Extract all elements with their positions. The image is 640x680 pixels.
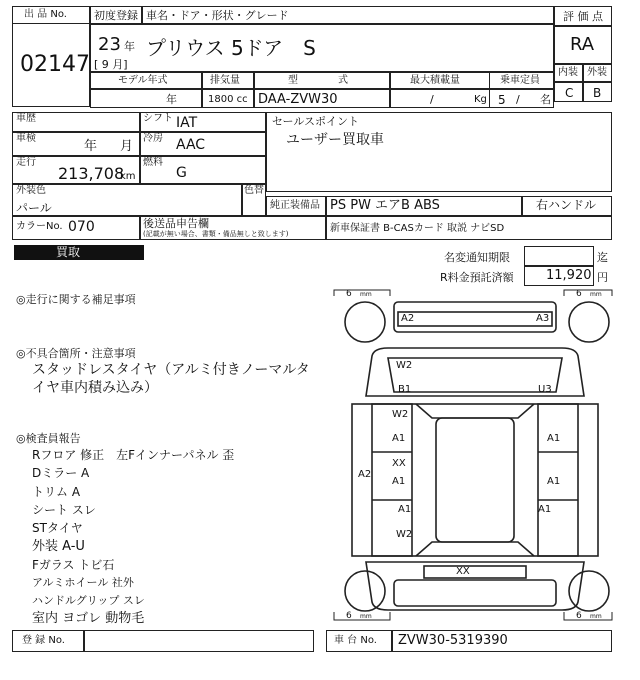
name-change-label: 名変通知期限 bbox=[444, 251, 510, 264]
damage-mark: A3 bbox=[536, 313, 550, 324]
max-load-value: / bbox=[430, 93, 434, 106]
tire-wear-unit: mm bbox=[360, 291, 372, 298]
car-damage-diagram bbox=[330, 286, 614, 626]
recycle-fee-unit: 円 bbox=[597, 271, 608, 284]
damage-mark: A1 bbox=[398, 504, 412, 515]
purchase-status-label: 買取 bbox=[56, 245, 81, 259]
color-label: 外装色 bbox=[16, 185, 46, 196]
interior-label: 内装 bbox=[558, 67, 578, 78]
damage-mark: A1 bbox=[392, 476, 406, 487]
first-reg-year-unit: 年 bbox=[124, 40, 135, 53]
sales-point-value: ユーザー買取車 bbox=[286, 132, 384, 148]
damage-mark: W2 bbox=[392, 409, 409, 420]
displacement-label: 排気量 bbox=[210, 75, 240, 86]
recycle-fee-label: R料金預託済額 bbox=[440, 271, 514, 284]
tire-bracket-rear-right bbox=[564, 612, 612, 620]
damage-mark: XX bbox=[456, 566, 470, 577]
recycle-fee-amount: 11,920 bbox=[546, 268, 592, 283]
mileage-value: 213,708 bbox=[58, 164, 125, 183]
capacity-separator: / bbox=[516, 93, 520, 106]
tire-front-left bbox=[345, 302, 385, 342]
inspector-line: 室内 ヨゴレ 動物毛 bbox=[32, 611, 145, 626]
trunk-outline bbox=[366, 562, 584, 610]
ac-label: 冷房 bbox=[143, 133, 163, 144]
model-type-label: 型 式 bbox=[288, 75, 348, 86]
tire-wear-rear-left: 6 bbox=[346, 611, 352, 621]
model-year-label: モデル年式 bbox=[118, 75, 168, 86]
model-year-unit: 年 bbox=[166, 93, 177, 106]
car-name: プリウス 5ドア S bbox=[146, 36, 316, 60]
inspector-line: ハンドルグリップ スレ bbox=[32, 594, 145, 607]
tire-wear-unit: mm bbox=[360, 613, 372, 620]
inspector-line: Rフロア 修正 左Fインナーパネル 歪 bbox=[32, 448, 235, 462]
capacity-value: 5 bbox=[498, 93, 506, 107]
registration-value-cell bbox=[84, 630, 314, 652]
damage-mark: W2 bbox=[396, 360, 413, 371]
tire-wear-unit: mm bbox=[590, 613, 602, 620]
first-reg-year: 23 bbox=[98, 34, 121, 55]
inspector-line: トリム A bbox=[32, 485, 81, 499]
fuel-label: 燃料 bbox=[143, 157, 163, 168]
inspector-line: Fガラス トビ石 bbox=[32, 558, 115, 572]
tire-rear-left bbox=[345, 571, 385, 611]
model-code: DAA-ZVW30 bbox=[258, 92, 338, 107]
shift-label: シフト bbox=[143, 113, 173, 124]
displacement-value: 1800 cc bbox=[208, 94, 248, 105]
recolor-label: 色替 bbox=[244, 185, 264, 196]
tire-wear-front-right: 6 bbox=[576, 289, 582, 299]
damage-mark: A1 bbox=[547, 433, 561, 444]
steering-value: 右ハンドル bbox=[536, 198, 597, 212]
first-reg-month: [ 9 月] bbox=[94, 58, 128, 71]
damage-mark: A1 bbox=[538, 504, 552, 515]
overall-grade: RA bbox=[570, 34, 595, 55]
color-no-value: 070 bbox=[68, 219, 95, 235]
equipment-label: 純正装備品 bbox=[270, 200, 320, 211]
rear-panel-inner bbox=[424, 566, 526, 578]
inspector-report-title: ◎検査員報告 bbox=[16, 432, 81, 445]
grade-label: 評 価 点 bbox=[563, 10, 603, 23]
max-load-label: 最大積載量 bbox=[410, 75, 460, 86]
sales-point-label: セールスポイント bbox=[272, 115, 360, 128]
lot-number: 02147 bbox=[20, 52, 90, 77]
ac-value: AAC bbox=[176, 137, 206, 153]
inspector-line: 外装 A-U bbox=[32, 539, 85, 554]
tire-wear-front-left: 6 bbox=[346, 289, 352, 299]
mileage-label: 走行 bbox=[16, 157, 36, 168]
tire-wear-unit: mm bbox=[590, 291, 602, 298]
rear-bumper-outline bbox=[394, 580, 556, 606]
first-reg-label: 初度登録 bbox=[94, 9, 138, 22]
damage-mark: A2 bbox=[358, 469, 372, 480]
exterior-grade: B bbox=[593, 86, 602, 100]
tire-front-right bbox=[569, 302, 609, 342]
hood-panel bbox=[388, 358, 562, 392]
name-change-unit: 迄 bbox=[597, 251, 608, 264]
exterior-label: 外装 bbox=[587, 67, 607, 78]
car-name-label: 車名・ドア・形状・グレード bbox=[146, 9, 289, 22]
chassis-label: 車 台 No. bbox=[334, 635, 377, 646]
documents-value: 新車保証書 B-CASカード 取説 ナビSD bbox=[330, 223, 505, 234]
tire-wear-rear-right: 6 bbox=[576, 611, 582, 621]
damage-mark: W2 bbox=[396, 529, 413, 540]
inspection-label: 車検 bbox=[16, 133, 36, 144]
defect-line: スタッドレスタイヤ（アルミ付きノーマルタ bbox=[32, 362, 310, 378]
shift-value: IAT bbox=[176, 115, 198, 131]
color-value: パール bbox=[16, 201, 52, 215]
aftermarket-note: (記載が無い場合、書類・備品無しと致します) bbox=[143, 230, 289, 238]
max-load-unit: Kg bbox=[474, 94, 487, 105]
damage-mark: U3 bbox=[538, 384, 552, 395]
damage-mark: B1 bbox=[398, 384, 412, 395]
inspector-line: シート スレ bbox=[32, 503, 96, 517]
name-change-box bbox=[524, 246, 594, 266]
damage-mark: XX bbox=[392, 458, 406, 469]
inspector-line: STタイヤ bbox=[32, 521, 83, 535]
inspector-line: アルミホイール 社外 bbox=[32, 576, 134, 589]
aftermarket-label: 後送品申告欄 bbox=[143, 217, 209, 230]
tire-rear-right bbox=[569, 571, 609, 611]
damage-mark: A2 bbox=[401, 313, 415, 324]
lot-label: 出 品 No. bbox=[24, 9, 67, 20]
capacity-label: 乗車定員 bbox=[500, 75, 540, 86]
color-no-label: カラーNo. bbox=[16, 221, 63, 232]
rear-window bbox=[416, 542, 534, 556]
equipment-value: PS PW エアB ABS bbox=[330, 198, 440, 213]
body-outline bbox=[352, 404, 598, 556]
cabin-roof bbox=[436, 418, 514, 542]
front-bumper-outline bbox=[394, 302, 556, 332]
mileage-unit: km bbox=[120, 171, 136, 182]
history-label: 車歴 bbox=[16, 113, 36, 124]
capacity-unit: 名 bbox=[540, 93, 551, 106]
front-bumper-inner bbox=[398, 312, 552, 326]
defect-notes-title: ◎不具合箇所・注意事項 bbox=[16, 347, 136, 360]
registration-label: 登 録 No. bbox=[22, 635, 65, 646]
inspector-line: Dミラー A bbox=[32, 466, 90, 480]
inspection-year-unit: 年 bbox=[84, 139, 98, 154]
inspection-month-unit: 月 bbox=[120, 139, 134, 154]
fuel-value: G bbox=[176, 165, 187, 181]
chassis-number: ZVW30-5319390 bbox=[398, 633, 508, 648]
tire-bracket-front-right bbox=[564, 290, 612, 296]
damage-mark: A1 bbox=[547, 476, 561, 487]
driving-notes-title: ◎走行に関する補足事項 bbox=[16, 293, 136, 306]
damage-mark: A1 bbox=[392, 433, 406, 444]
defect-line: イヤ車内積み込み） bbox=[32, 380, 158, 396]
windshield bbox=[416, 404, 534, 418]
interior-grade: C bbox=[565, 86, 574, 100]
